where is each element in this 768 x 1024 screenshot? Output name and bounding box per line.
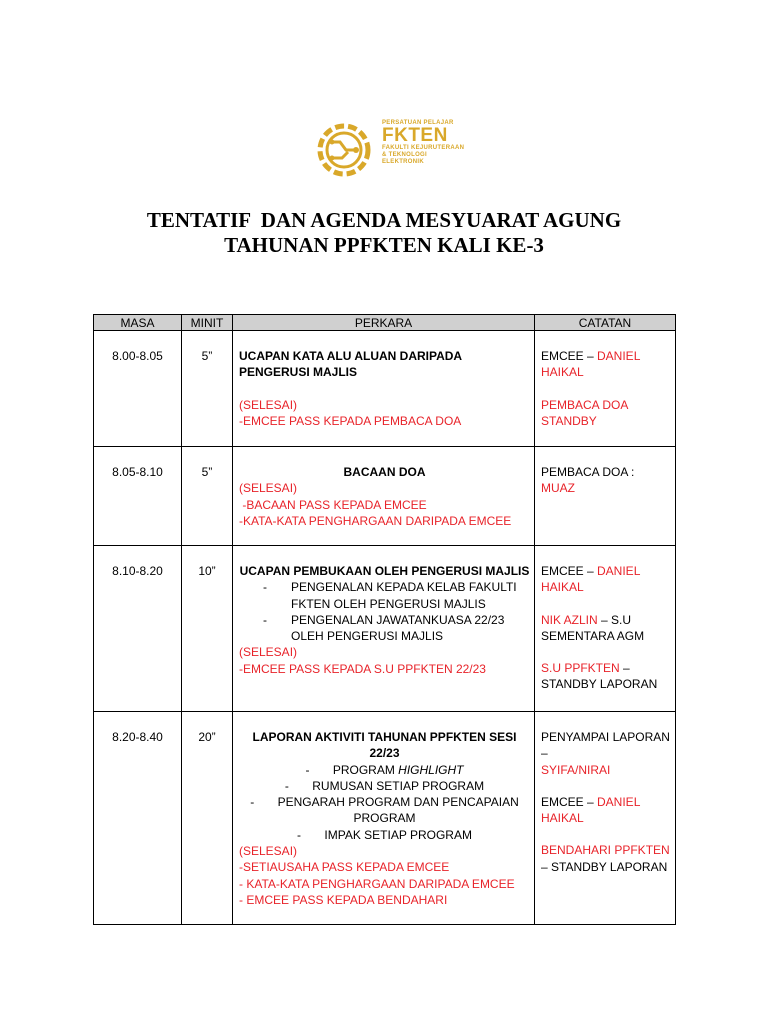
perkara-note: -KATA-KATA PENGHARGAAN DARIPADA EMCEE [239,513,512,528]
logo-line1: PERSATUAN PELAJAR [382,120,454,126]
cell-perkara [233,712,535,925]
cell-minit: 10” [182,546,233,712]
cell-masa: 8.20-8.40 [94,712,182,925]
cell-minit: 5” [182,447,233,546]
perkara-title: UCAPAN KATA ALU ALUAN DARIPADA PENGERUSI MAJLIS [239,349,462,380]
perkara-note: -BACAAN PASS KEPADA EMCEE [239,497,427,512]
table-row [94,447,676,546]
perkara-title: BACAAN DOA [343,465,426,479]
catatan-name: NIK AZLIN [541,612,598,627]
perkara-note: -EMCEE PASS KEPADA PEMBACA DOA [239,413,462,428]
perkara-note: (SELESAI) [239,397,298,412]
catatan-text: – STANDBY LAPORAN [541,859,668,874]
list-item: - PENGARAH PROGRAM DAN PENCAPAIAN PROGRAM [250,795,519,826]
catatan-name: DANIEL HAIKAL [541,564,640,595]
list-item: - PENGENALAN JAWATANKUASA 22/23 OLEH PENGERUSI MAJLIS [263,612,505,644]
cell-masa: 8.05-8.10 [94,447,182,546]
title-line1: TENTATIF DAN AGENDA MESYUARAT AGUNG [146,208,622,232]
header-minit: MINIT [182,315,233,331]
perkara-note: - KATA-KATA PENGHARGAAN DARIPADA EMCEE [239,876,515,891]
logo-line3: & TEKNOLOGI [382,152,427,158]
catatan-name: DANIEL HAIKAL [541,794,640,826]
logo-line4: ELEKTRONIK [382,159,424,165]
cell-masa: 8.00-8.05 [94,331,182,447]
logo-name: FKTEN [382,125,448,146]
catatan-name: SYIFA/NIRAI [541,762,611,777]
cell-perkara [233,447,535,546]
header-perkara: PERKARA [233,315,535,331]
perkara-note: -EMCEE PASS KEPADA S.U PPFKTEN 22/23 [239,661,486,676]
list-item: - IMPAK SETIAP PROGRAM [297,827,472,842]
cell-minit: 5” [182,331,233,447]
page-title [0,208,768,258]
catatan-text: – S.U SEMENTARA AGM [541,612,645,643]
agenda-table [93,314,676,925]
cell-catatan [535,712,676,925]
title-line2: TAHUNAN PPFKTEN KALI KE-3 [224,233,544,257]
list-item: - PROGRAM HIGHLIGHT [305,762,464,777]
cell-masa: 8.10-8.20 [94,546,182,712]
cell-catatan [535,546,676,712]
perkara-note: - EMCEE PASS KEPADA BENDAHARI [239,892,448,907]
catatan-text: EMCEE – [541,349,598,363]
logo-line2: FAKULTI KEJURUTERAAN [382,145,465,151]
perkara-note: (SELESAI) [239,844,298,859]
cell-perkara [233,331,535,447]
perkara-note: (SELESAI) [239,645,298,660]
cell-perkara [233,546,535,712]
perkara-title: UCAPAN PEMBUKAAN OLEH PENGERUSI MAJLIS [239,564,530,578]
perkara-note: (SELESAI) [239,481,298,496]
catatan-text: EMCEE – [541,794,598,809]
perkara-note: -SETIAUSAHA PASS KEPADA EMCEE [239,860,450,875]
catatan-name: S.U PPFKTEN [541,661,620,676]
catatan-name: PEMBACA DOA STANDBY [541,397,628,428]
list-item: - RUMUSAN SETIAP PROGRAM [284,778,485,793]
perkara-title: LAPORAN AKTIVITI TAHUNAN PPFKTEN SESI 22/23 [252,730,517,761]
table-header-row [94,315,676,331]
catatan-text: PEMBACA DOA : [541,465,635,479]
cell-catatan [535,331,676,447]
catatan-text: – STANDBY LAPORAN [541,661,658,692]
logo-text [382,120,465,166]
table-row [94,546,676,712]
cell-minit: 20” [182,712,233,925]
catatan-name: DANIEL HAIKAL [541,349,640,380]
catatan-name: BENDAHARI PPFKTEN [541,843,670,858]
catatan-text: PENYAMPAI LAPORAN – [541,730,670,761]
header-catatan: CATATAN [535,315,676,331]
table-row [94,712,676,925]
list-item: - PENGENALAN KEPADA KELAB FAKULTI FKTEN OLEH PENGERUSI MAJLIS [263,580,517,611]
catatan-text: EMCEE – [541,564,598,578]
cell-catatan [535,447,676,546]
header-masa: MASA [94,315,182,331]
table-row [94,331,676,447]
catatan-name: MUAZ [541,481,575,496]
